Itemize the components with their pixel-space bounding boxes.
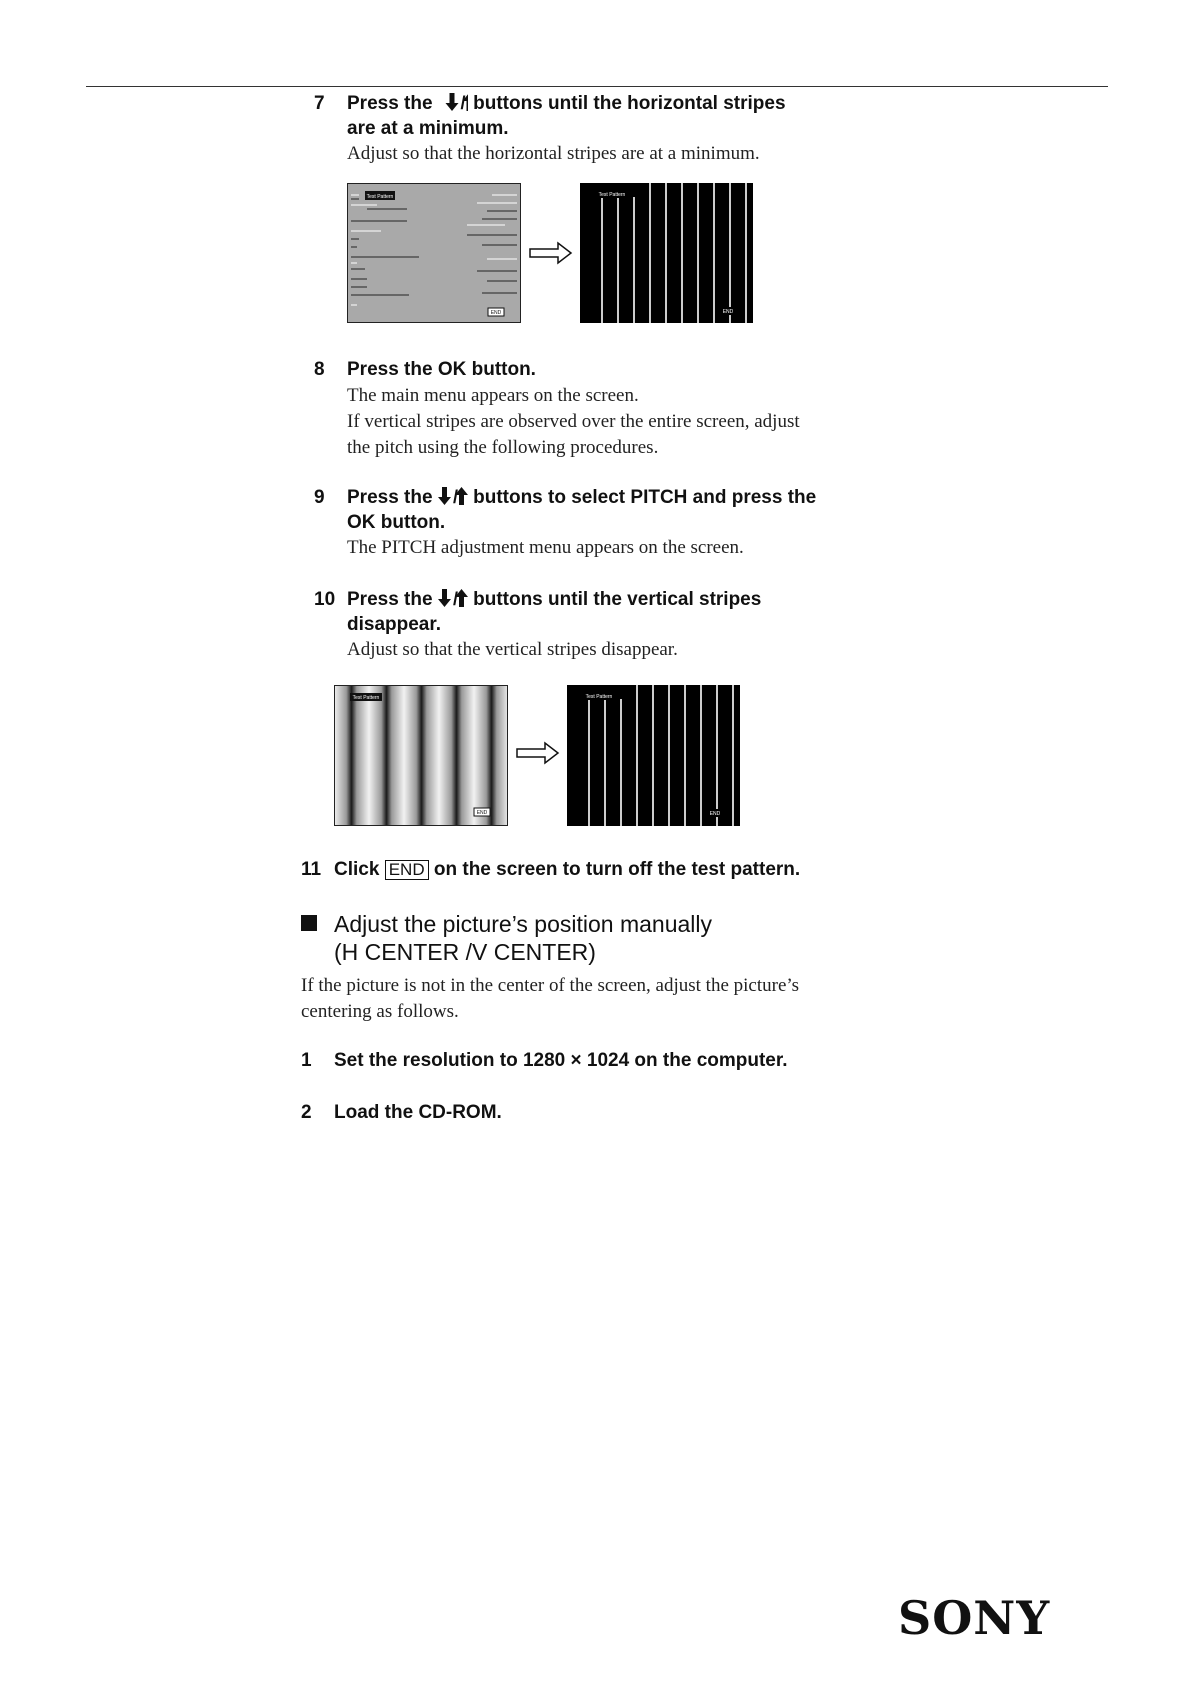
svg-text:END: END [709,811,721,817]
step-7-body: Adjust so that the horizontal stripes are at a minimum. [347,143,760,164]
right-arrow-icon [529,241,573,265]
step-10-number: 10 [314,589,336,610]
section-step-1-text: Set the resolution to 1280 × 1024 on the computer. [334,1050,788,1071]
step-10-title: Press the / buttons until the vertical stripes disappear. [347,589,762,635]
end-button-label: END [385,860,429,880]
svg-text:/: / [452,487,458,506]
svg-text:Test Pattern: Test Pattern [598,192,626,198]
step-8-title: Press the OK button. [347,359,536,380]
step-7-title: Press the / buttons until the horizontal stripes are at a minimum. [347,93,786,139]
section-step-1-number: 1 [301,1050,312,1071]
svg-text:/: / [452,589,458,608]
section-title-line2: (H CENTER /V CENTER) [334,939,596,965]
step-8-body-2: If vertical stripes are observed over the entire screen, adjust [347,411,800,432]
svg-text:END: END [722,309,734,315]
step-7-number: 7 [314,93,325,114]
step-9-title: Press the / buttons to select PITCH and press the OK button. [347,487,817,533]
svg-text:END: END [476,810,488,816]
section-bullet [301,915,317,936]
right-arrow-icon [516,741,560,765]
sony-logo: SONY [898,1591,1051,1645]
step-8-body-3: the pitch using the following procedures. [347,437,659,458]
step-8-number: 8 [314,359,325,380]
figure-horizontal-stripes [347,183,521,323]
section-title-line1: Adjust the picture’s position manually [334,911,713,937]
step-11-title: Click END on the screen to turn off the test pattern. [334,859,801,880]
down-up-arrows-icon [438,486,468,506]
step-10-body: Adjust so that the vertical stripes disappear. [347,639,678,660]
step-8-body-1: The main menu appears on the screen. [347,385,639,406]
figure-clean-stripes-1 [580,183,753,323]
svg-text:Test Pattern: Test Pattern [366,194,394,200]
figure-moire-stripes [334,685,508,826]
section-intro-1: If the picture is not in the center of the screen, adjust the picture’s [301,975,800,996]
down-up-arrows-icon [438,92,468,112]
section-step-2-number: 2 [301,1102,312,1123]
figure-clean-stripes-2 [567,685,740,826]
down-up-arrows-icon [438,588,468,608]
section-intro-2: centering as follows. [301,1001,459,1022]
step-11-number: 11 [301,859,322,880]
svg-text:/: / [460,93,466,112]
svg-text:Test Pattern: Test Pattern [352,695,380,701]
section-step-2-text: Load the CD-ROM. [334,1102,502,1123]
svg-text:END: END [490,310,502,316]
header-rule [86,86,1108,87]
step-9-number: 9 [314,487,325,508]
svg-text:Test Pattern: Test Pattern [585,694,613,700]
step-9-body: The PITCH adjustment menu appears on the screen. [347,537,744,558]
